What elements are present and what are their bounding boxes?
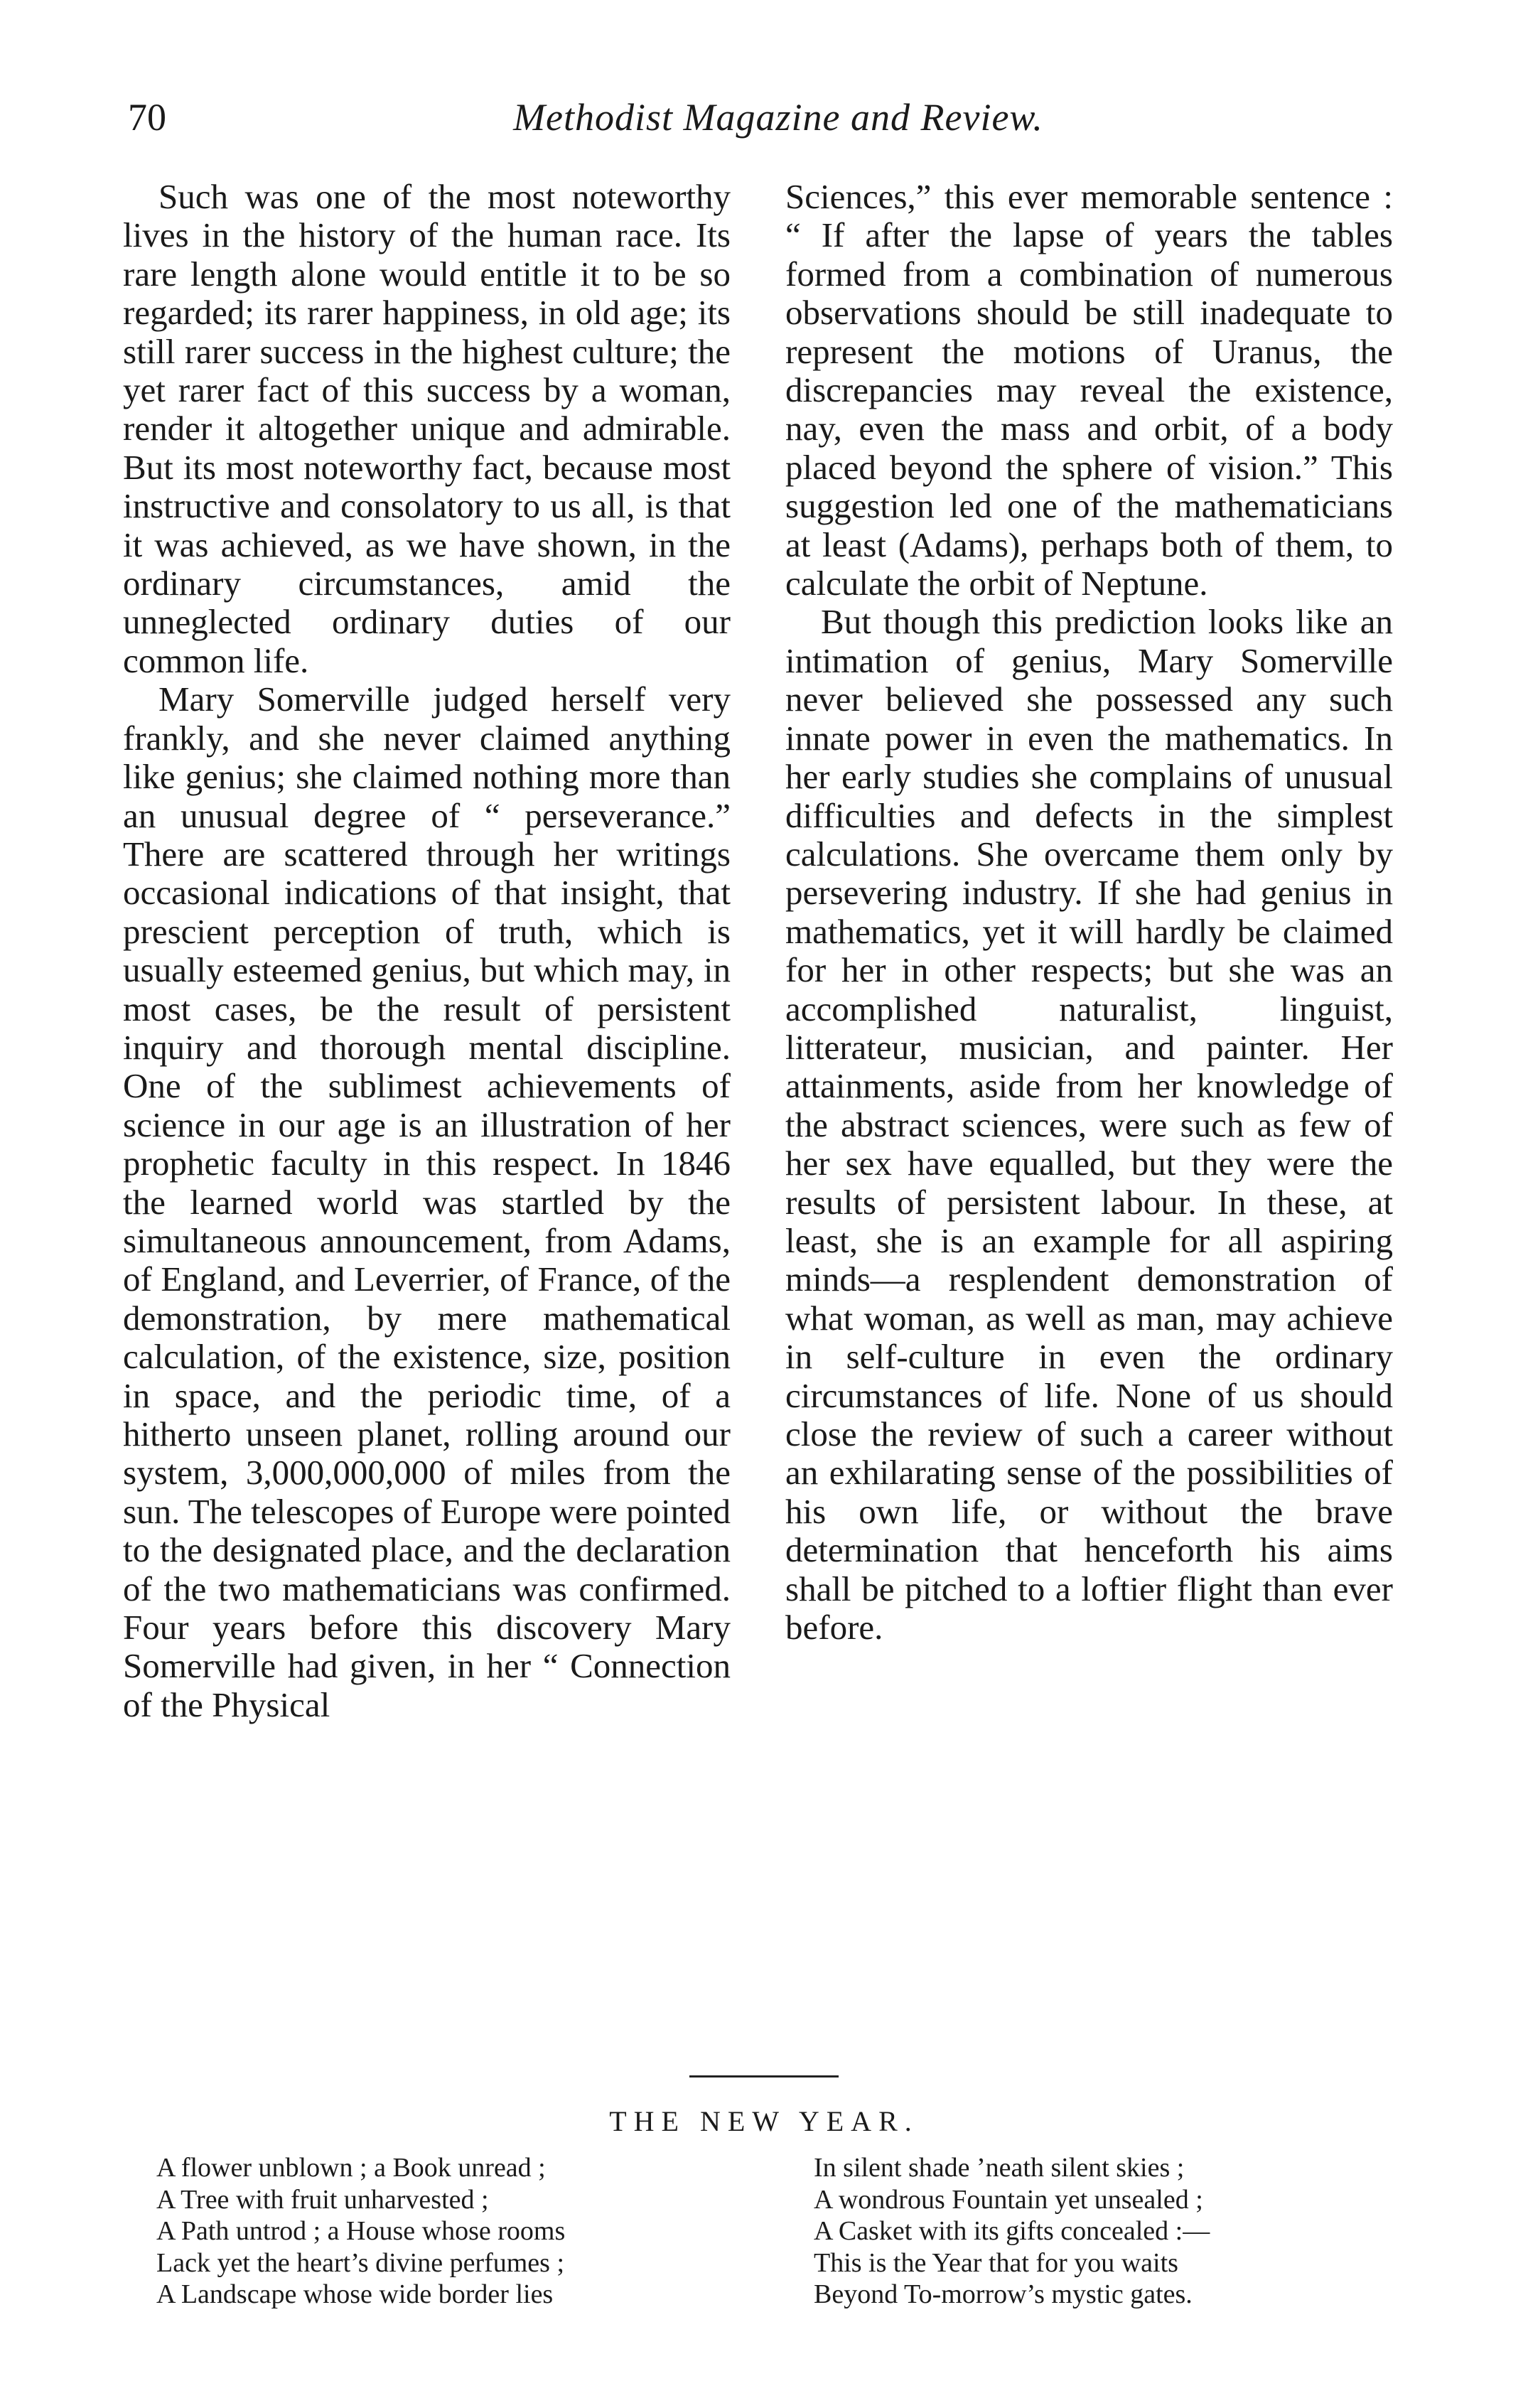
paragraph-continued: Sciences,” this ever memorable sentence : “ If after the lapse of years the tables formed from a combination of numerous observations should be still inadequate to represent the motions of Uranus, the discrepancies may reveal the existence, nay, even the mass and orbit, of a body placed beyond the sphere of vision.” This suggestion led one of the mathematicians at least (Adams), perhaps both of them, to calculate the orbit of Neptune. [785, 177, 1393, 603]
poem-stanza-left [156, 2152, 565, 2311]
poem-line: Beyond To-morrow’s mystic gates. [814, 2279, 1193, 2309]
paragraph: But though this prediction looks like an intimation of genius, Mary Somerville never believed she possessed any such innate power in even the mathematics. In her early studies she complains of unusual difficulties and defects in the simplest calculations. She overcame them only by persevering industry. If she had genius in mathematics, yet it will hardly be claimed for her in other respects; but she was an accomplished naturalist, linguist, litterateur, musician, and painter. Her attainments, aside from her knowledge of the abstract sciences, were such as few of her sex have equalled, but they were the results of persistent labour. In these, at least, she is an example for all aspiring minds—a resplendent demonstration of what woman, as well as man, may achieve in self-culture in even the ordinary circumstances of life. None of us should close the review of such a career without an exhilarating sense of the possibilities of his own life, or without the brave determination that henceforth his aims shall be pitched to a loftier flight than ever before. [785, 602, 1393, 1648]
poem-title: THE NEW YEAR. [609, 2105, 919, 2137]
paragraph: Such was one of the most noteworthy lives in the history of the human race. Its rare length alone would entitle it to be so regarded; its rarer happiness, in old age; its still rarer success in the highest culture; the yet rarer fact of this success by a woman, render it altogether unique and admirable. But its most noteworthy fact, because most instructive and consolatory to us all, is that it was achieved, as we have shown, in the ordinary circumstances, amid the unneglected ordinary duties of our common life. [123, 177, 731, 680]
article-column-right [785, 178, 1393, 1647]
poem-line: A Casket with its gifts concealed :— [814, 2216, 1210, 2246]
poem-stanza-right [814, 2152, 1210, 2311]
article-column-left [123, 178, 731, 1724]
poem-line: A flower unblown ; a Book unread ; [156, 2153, 546, 2183]
poem-line: A Tree with fruit unharvested ; [156, 2184, 489, 2215]
section-divider [689, 2075, 839, 2078]
poem-line: A Path untrod ; a House whose rooms [156, 2216, 566, 2246]
poem-line: A Landscape whose wide border lies [156, 2279, 554, 2309]
poem-line: A wondrous Fountain yet unsealed ; [814, 2184, 1203, 2215]
paragraph: Mary Somerville judged herself very frankly, and she never claimed anything like genius; she claimed nothing more than an unusual degree of “ perseverance.” There are scattered through her writings occasional indications of that insight, that prescient perception of truth, which is usually esteemed genius, but which may, in most cases, be the result of persistent inquiry and thorough mental discipline. One of the sublimest achievements of science in our age is an illustration of her prophetic faculty in this respect. In 1846 the learned world was startled by the simultaneous announcement, from Adams, of England, and Leverrier, of France, of the demonstration, by mere mathematical calculation, of the existence, size, position in space, and the periodic time, of a hitherto unseen planet, rolling around our system, 3,000,000,000 of miles from the sun. The telescopes of Europe were pointed to the designated place, and the declaration of the two mathematicians was confirmed. Four years before this discovery Mary Somerville had given, in her “ Connection of the Physical [123, 679, 731, 1724]
poem-line: This is the Year that for you waits [814, 2247, 1178, 2278]
poem-line: Lack yet the heart’s divine perfumes ; [156, 2247, 565, 2278]
running-title: Methodist Magazine and Review. [513, 96, 1043, 139]
page-number: 70 [128, 96, 166, 139]
poem-line: In silent shade ’neath silent skies ; [814, 2153, 1185, 2183]
running-head [128, 85, 1429, 149]
